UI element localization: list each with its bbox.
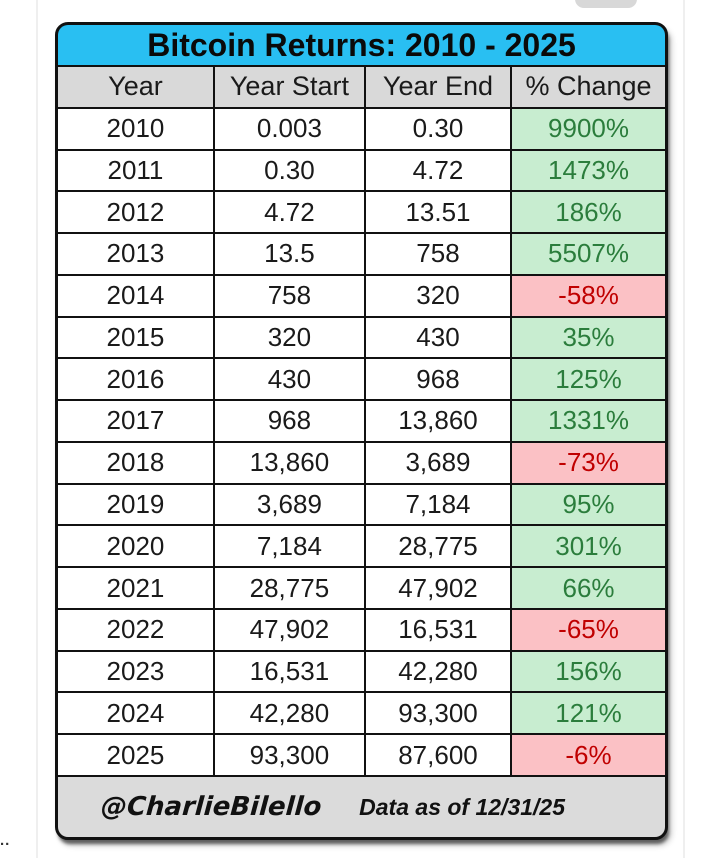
cropped-ui-chip: [575, 0, 637, 8]
cell-year-end: 87,600: [366, 735, 510, 775]
cell-pct-change: 156%: [512, 652, 665, 692]
cell-pct-change: -73%: [512, 443, 665, 483]
cell-year-start: 13.5: [215, 234, 364, 274]
cell-year-start: 0.30: [215, 151, 364, 191]
cell-year-start: 4.72: [215, 192, 364, 232]
column-header-year: Year: [58, 67, 213, 107]
cell-pct-change: 66%: [512, 568, 665, 608]
cell-year-start: 968: [215, 401, 364, 441]
cell-year-end: 758: [366, 234, 510, 274]
table-title-bar: [58, 25, 665, 67]
cell-year-end: 16,531: [366, 610, 510, 650]
cell-pct-change: 9900%: [512, 109, 665, 149]
page-right-border: [683, 0, 685, 858]
data-as-of-label: Data as of 12/31/25: [359, 793, 565, 820]
cell-pct-change: 1331%: [512, 401, 665, 441]
cell-pct-change: 125%: [512, 359, 665, 399]
cell-year-end: 93,300: [366, 693, 510, 733]
column-header-pct-change: % Change: [512, 67, 665, 107]
cell-year-start: 28,775: [215, 568, 364, 608]
cell-year: 2024: [58, 693, 213, 733]
cell-pct-change: 186%: [512, 192, 665, 232]
cell-pct-change: 301%: [512, 526, 665, 566]
cell-year-end: 430: [366, 318, 510, 358]
cell-year-start: 42,280: [215, 693, 364, 733]
cell-year-start: 13,860: [215, 443, 364, 483]
cell-pct-change: 35%: [512, 318, 665, 358]
cell-year: 2014: [58, 276, 213, 316]
cell-pct-change: 95%: [512, 485, 665, 525]
cell-year-start: 3,689: [215, 485, 364, 525]
cell-year-end: 13.51: [366, 192, 510, 232]
cell-pct-change: -58%: [512, 276, 665, 316]
cell-year: 2016: [58, 359, 213, 399]
cell-year-start: 430: [215, 359, 364, 399]
cell-year-start: 7,184: [215, 526, 364, 566]
column-header-year-end: Year End: [366, 67, 510, 107]
credit-handle: @CharlieBilello: [99, 792, 323, 822]
cell-year-start: 0.003: [215, 109, 364, 149]
cell-year: 2023: [58, 652, 213, 692]
cell-year: 2018: [58, 443, 213, 483]
cell-year-end: 4.72: [366, 151, 510, 191]
table-title: Bitcoin Returns: 2010 - 2025: [147, 26, 576, 63]
returns-table: [58, 67, 665, 775]
cell-year-end: 0.30: [366, 109, 510, 149]
cell-pct-change: -65%: [512, 610, 665, 650]
cell-year-start: 16,531: [215, 652, 364, 692]
cell-year: 2010: [58, 109, 213, 149]
cell-year-start: 320: [215, 318, 364, 358]
cell-pct-change: 121%: [512, 693, 665, 733]
cell-year-end: 968: [366, 359, 510, 399]
cell-pct-change: 1473%: [512, 151, 665, 191]
cell-year: 2025: [58, 735, 213, 775]
cell-pct-change: 5507%: [512, 234, 665, 274]
cell-year-end: 28,775: [366, 526, 510, 566]
cell-year: 2017: [58, 401, 213, 441]
cell-year-end: 3,689: [366, 443, 510, 483]
cell-year-end: 42,280: [366, 652, 510, 692]
page-left-border: [36, 0, 38, 858]
cell-year-end: 7,184: [366, 485, 510, 525]
cell-year-end: 13,860: [366, 401, 510, 441]
cell-year-start: 47,902: [215, 610, 364, 650]
cell-year-end: 320: [366, 276, 510, 316]
cell-year: 2022: [58, 610, 213, 650]
cell-year: 2015: [58, 318, 213, 358]
cell-year: 2021: [58, 568, 213, 608]
cropped-text-ellipsis: ..: [0, 832, 11, 849]
cell-year-start: 758: [215, 276, 364, 316]
cell-year: 2013: [58, 234, 213, 274]
bitcoin-returns-card: [55, 22, 668, 840]
cell-year: 2011: [58, 151, 213, 191]
cell-year: 2012: [58, 192, 213, 232]
cell-year: 2020: [58, 526, 213, 566]
column-header-year-start: Year Start: [215, 67, 364, 107]
cell-year: 2019: [58, 485, 213, 525]
cell-year-start: 93,300: [215, 735, 364, 775]
table-footer: [58, 775, 665, 837]
cell-pct-change: -6%: [512, 735, 665, 775]
cell-year-end: 47,902: [366, 568, 510, 608]
